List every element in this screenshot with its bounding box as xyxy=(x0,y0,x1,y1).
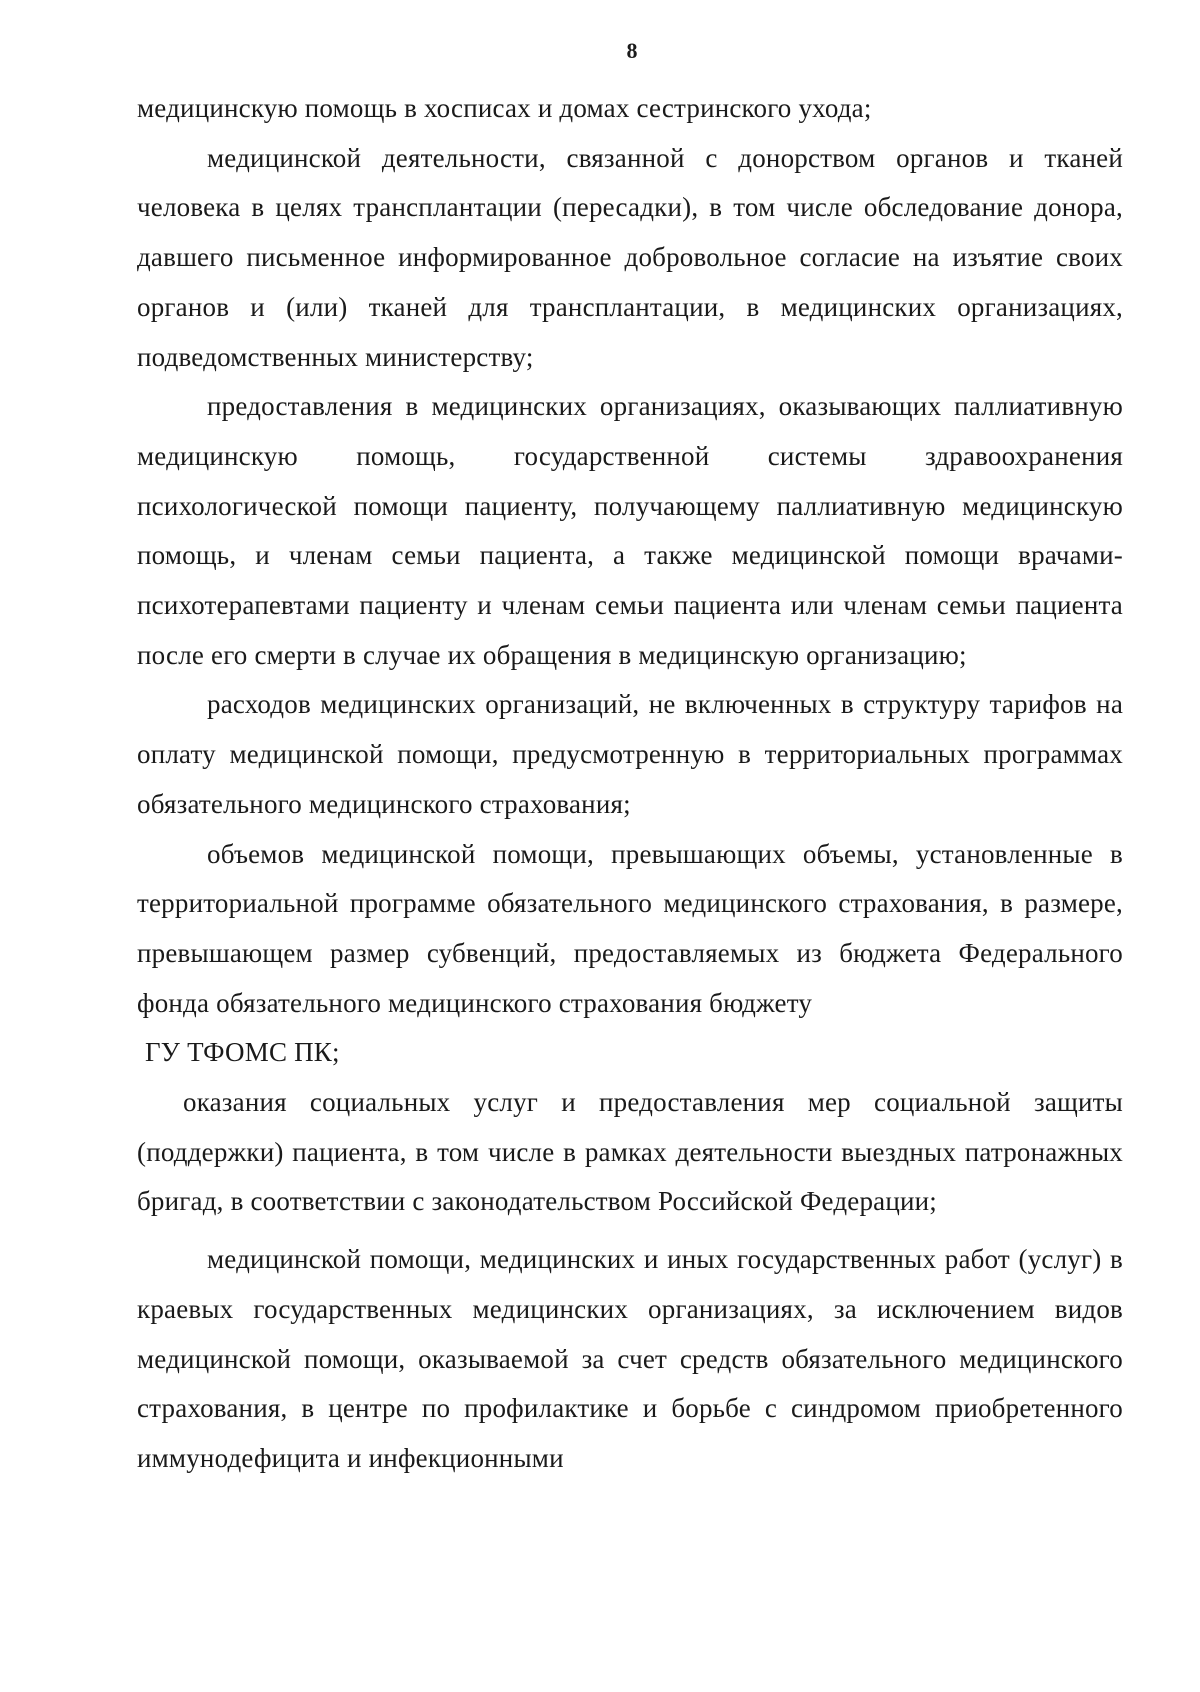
page-number: 8 xyxy=(626,38,638,63)
gu-tfoms-text: ГУ ТФОМС ПК; xyxy=(145,1037,340,1068)
paragraph-organ-donation: медицинской деятельности, связанной с донорством органов и тканей человека в целях трансплантации (пересадки), в том числе обследование донора, давшего письменное информированное добровольное согласие на изъятие своих органов и (или) тканей для трансплантации, в медицинских организациях, подведомственных министерству; xyxy=(137,142,1123,372)
paragraph-state-medical-works: медицинской помощи, медицинских и иных государственных работ (услуг) в краевых государственных медицинских организациях, за исключением видов медицинской помощи, оказываемой за счет средств обязательного медицинского страхования, в центре по профилактике и борьбе с синдромом приобретенного иммунодефицита и инфекционными xyxy=(137,1244,1123,1473)
paragraph-palliative-psychological-help: предоставления в медицинских организациях, оказывающих паллиативную медицинскую помощь, государственной системы здравоохранения психологической помощи пациенту, получающему паллиативную медицинскую помощь, и членам семьи пациента, а также медицинской помощи врачами-психотерапевтами пациенту и членам семьи пациента или членам семьи пациента после его смерти в случае их обращения в медицинскую организацию; xyxy=(137,391,1123,670)
paragraph-expenses-not-in-tariffs: расходов медицинских организаций, не включенных в структуру тарифов на оплату медицинской помощи, предусмотренную в территориальных программах обязательного медицинского страхования; xyxy=(137,689,1123,819)
paragraph-volumes-exceeding: объемов медицинской помощи, превышающих объемы, установленные в территориальной программе обязательного медицинского страхования, в размере, превышающем размер субвенций, предоставляемых из бюджета Федерального фонда обязательного медицинского страхования бюджету xyxy=(137,838,1123,1018)
paragraph-social-services: оказания социальных услуг и предоставления мер социальной защиты (поддержки) пациента, в том числе в рамках деятельности выездных патронажных бригад, в соответствии с законодательством Российской Федерации; xyxy=(137,1087,1123,1217)
paragraph-hospice-care: медицинскую помощь в хосписах и домах сестринского ухода; xyxy=(137,93,872,123)
document-body xyxy=(137,84,1123,1484)
paragraph-gu-tfoms xyxy=(137,1028,1123,1078)
